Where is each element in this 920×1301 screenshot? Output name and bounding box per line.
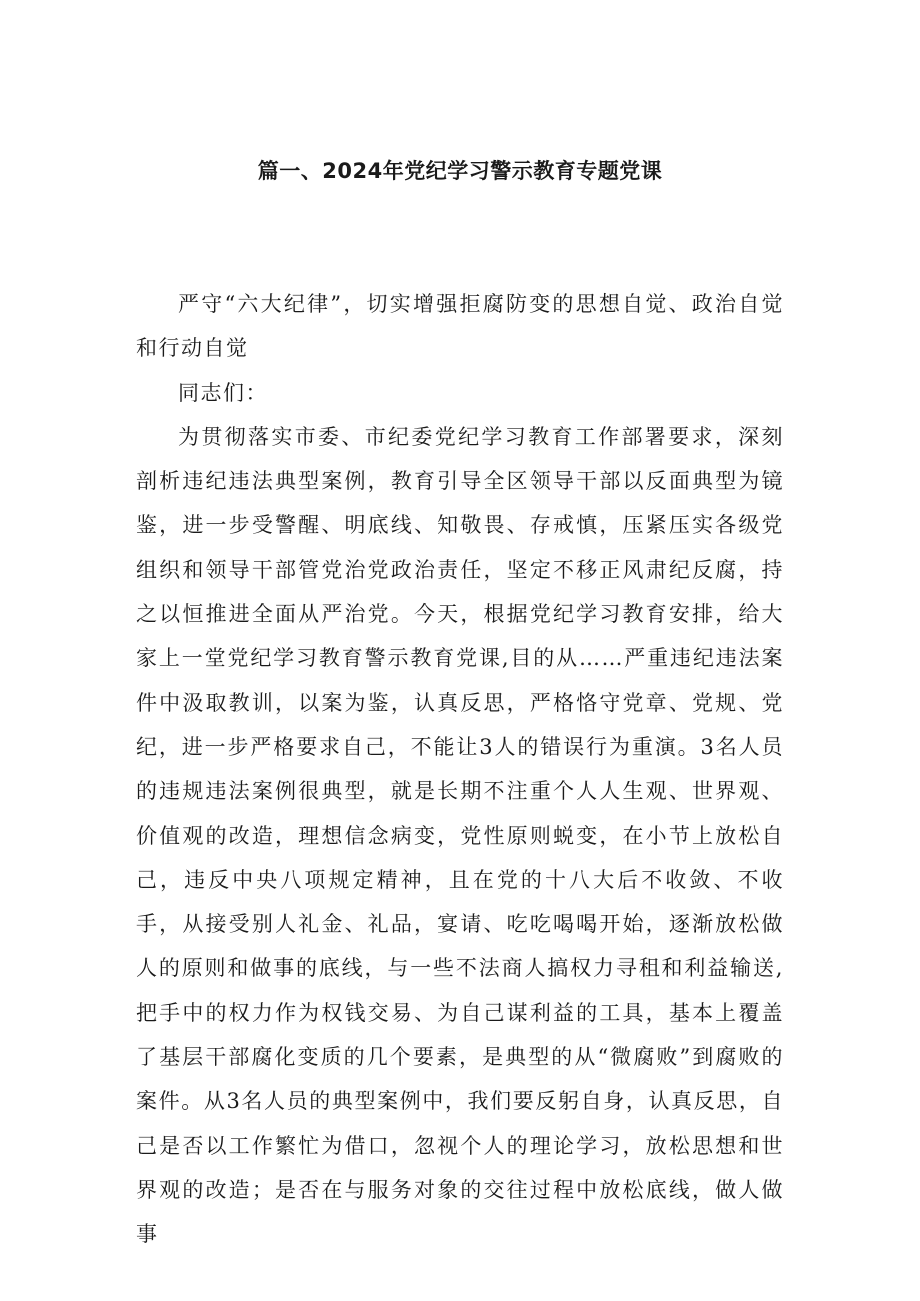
salutation-paragraph: 同志们： (178, 380, 268, 405)
subtitle-paragraph: 严守“六大纪律”，切实增强拒腐防变的思想自觉、政治自觉和行动自觉 (136, 292, 784, 361)
document-title: 篇一、2024年党纪学习警示教育专题党课 (257, 159, 663, 183)
body-paragraph: 为贯彻落实市委、市纪委党纪学习教育工作部署要求，深刻剖析违纪违法典型案例，教育引导全区领导干部以反面典型为镜鉴，进一步受警醒、明底线、知敬畏、存戒慎，压紧压实各级党组织和领导干部管党治党政治责任，坚定不移正风肃纪反腐，持之以恒推进全面从严治党。今天，根据党纪学习教育安排，给大家上一堂党纪学习教育警示教育党课,目的从……严重违纪违法案件中汲取教训，以案为鉴，认真反思，严格恪守党章、党规、党纪，进一步严格要求自己，不能让3人的错误行为重演。3名人员的违规违法案例很典型，就是长期不注重个人人生观、世界观、价值观的改造，理想信念病变，党性原则蜕变，在小节上放松自己，违反中央八项规定精神，且在党的十八大后不收敛、不收手，从接受别人礼金、礼品，宴请、吃吃喝喝开始，逐渐放松做人的原则和做事的底线，与一些不法商人搞权力寻租和利益输送,把手中的权力作为权钱交易、为自己谋利益的工具，基本上覆盖了基层干部腐化变质的几个要素，是典型的从“微腐败”到腐败的案件。从3名人员的典型案例中，我们要反躬自身，认真反思，自己是否以工作繁忙为借口，忽视个人的理论学习，放松思想和世界观的改造；是否在与服务对象的交往过程中放松底线，做人做事 (136, 424, 784, 1247)
document-body (136, 282, 784, 1257)
